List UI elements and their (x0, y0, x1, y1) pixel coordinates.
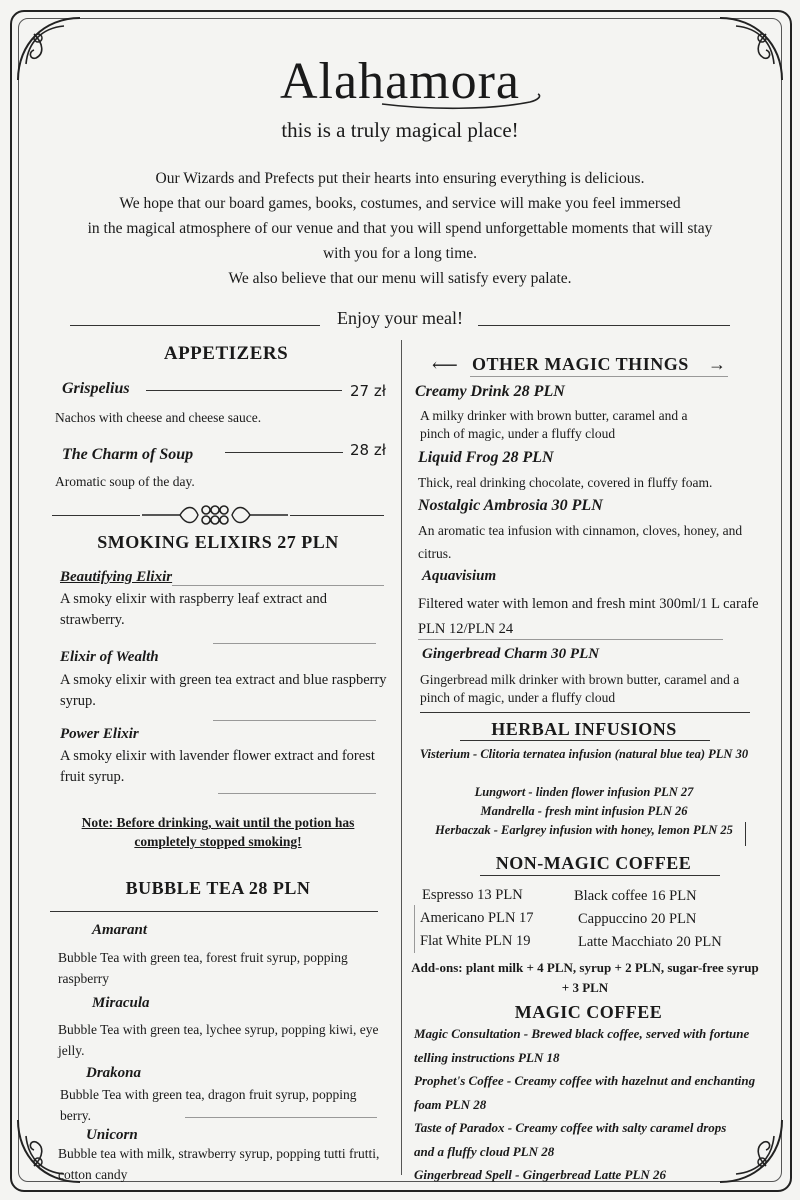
drink-desc: Thick, real drinking chocolate, covered in fluffy foam. (418, 475, 713, 490)
right-arrow-icon: → (708, 354, 726, 374)
drink-name: Gingerbread Charm 30 PLN (422, 646, 600, 662)
intro-line: in the magical atmosphere of our venue and that you will spend unforgettable moments that will stay (87, 220, 713, 237)
divider (50, 911, 378, 912)
divider (185, 1117, 377, 1118)
divider (460, 740, 710, 741)
appetizer-desc: Nachos with cheese and cheese sauce. (55, 410, 262, 425)
herbal-heading: HERBAL INFUSIONS (491, 719, 677, 739)
enjoy-text: Enjoy your meal! (337, 308, 463, 328)
bubble-tea-desc: Bubble Tea with green tea, dragon fruit syrup, popping berry. (60, 1087, 357, 1123)
divider (480, 875, 720, 876)
appetizer-price: 28 zł (350, 441, 386, 459)
other-magic-heading: OTHER MAGIC THINGS (472, 354, 689, 374)
bubble-tea-name: Drakona (86, 1065, 142, 1081)
tagline: this is a truly magical place! (281, 118, 519, 142)
bubble-tea-name: Unicorn (86, 1127, 138, 1143)
coffee-item: Black coffee 16 PLN (574, 888, 697, 904)
bubble-tea-name: Amarant (92, 922, 148, 938)
coffee-item: Americano PLN 17 (420, 910, 534, 926)
coffee-item: Flat White PLN 19 (420, 933, 531, 949)
magic-coffee-item: Prophet's Coffee - Creamy coffee with hazelnut and enchanting foam PLN 28 (414, 1073, 756, 1112)
divider (213, 643, 376, 644)
title-swash-icon (380, 92, 545, 114)
elixir-desc: A smoky elixir with lavender flower extract and forest fruit syrup. (60, 748, 375, 785)
herbal-item: Lungwort - linden flower infusion PLN 27 (474, 785, 694, 799)
magic-coffee-item: Taste of Paradox - Creamy coffee with salty caramel drops and a fluffy cloud PLN 28 (414, 1120, 727, 1159)
herbal-item: Herbaczak - Earlgrey infusion with honey, lemon PLN 25 (435, 823, 733, 837)
bubble-tea-heading: BUBBLE TEA 28 PLN (125, 878, 311, 898)
divider (420, 712, 750, 713)
elixir-desc: A smoky elixir with green tea extract and blue raspberry syrup. (60, 672, 387, 709)
intro-line: We hope that our board games, books, costumes, and service will make you feel immersed (119, 195, 681, 212)
intro-line: Our Wizards and Prefects put their hearts into ensuring everything is delicious. (155, 170, 645, 187)
elixir-name: Beautifying Elixir (60, 569, 173, 585)
coffee-item: Espresso 13 PLN (422, 887, 523, 903)
intro-line: We also believe that our menu will satisfy every palate. (228, 270, 572, 287)
appetizer-name: Grispelius (62, 380, 130, 397)
leader-line (225, 452, 343, 453)
herbal-item: Mandrella - fresh mint infusion PLN 26 (480, 804, 688, 818)
bubble-tea-desc: Bubble Tea with green tea, forest fruit syrup, popping raspberry (58, 950, 348, 986)
elixir-name: Power Elixir (60, 726, 139, 742)
drink-name: Liquid Frog 28 PLN (418, 449, 554, 466)
divider (418, 639, 723, 640)
elixir-name: Elixir of Wealth (60, 649, 159, 665)
coffee-item: Latte Macchiato 20 PLN (578, 934, 722, 950)
appetizers-heading: APPETIZERS (163, 343, 289, 364)
elixirs-heading: SMOKING ELIXIRS 27 PLN (97, 532, 339, 552)
flourish-ornament-icon (140, 503, 290, 527)
bubble-tea-desc: Bubble tea with milk, strawberry syrup, popping tutti frutti, cotton candy (58, 1146, 380, 1182)
appetizer-price: 27 zł (350, 382, 386, 400)
drink-desc: Gingerbread milk drinker with brown butter, caramel and a pinch of magic, under a fluffy cloud (420, 672, 740, 705)
elixir-note: Note: Before drinking, wait until the potion has completely stopped smoking! (81, 815, 355, 849)
magic-coffee-item: Magic Consultation - Brewed black coffee, served with fortune telling instructions PLN 18 (414, 1026, 750, 1065)
magic-coffee-heading: MAGIC COFFEE (514, 1002, 663, 1022)
non-magic-coffee-heading: NON-MAGIC COFFEE (495, 853, 692, 873)
leader-line (146, 390, 342, 391)
drink-name: Creamy Drink 28 PLN (415, 383, 565, 400)
intro-text (0, 166, 800, 291)
coffee-item: Cappuccino 20 PLN (578, 911, 697, 927)
restaurant-title: Alahamora (279, 53, 520, 110)
drink-desc: Filtered water with lemon and fresh mint 300ml/1 L carafe PLN 12/PLN 24 (418, 596, 759, 637)
drink-name: Nostalgic Ambrosia 30 PLN (418, 497, 603, 514)
bubble-tea-name: Miracula (92, 995, 150, 1011)
appetizer-desc: Aromatic soup of the day. (55, 474, 195, 489)
divider (745, 822, 746, 846)
drink-name: Aquavisium (422, 568, 497, 584)
intro-line: with you for a long time. (322, 245, 478, 262)
divider (213, 720, 376, 721)
left-arrow-icon: ⟵ (432, 355, 458, 375)
magic-coffee-item: Gingerbread Spell - Gingerbread Latte PLN 26 (414, 1167, 667, 1182)
divider (218, 793, 376, 794)
herbal-item: Visterium - Clitoria ternatea infusion (natural blue tea) PLN 30 (419, 747, 749, 761)
appetizer-name: The Charm of Soup (62, 446, 194, 463)
drink-desc: A milky drinker with brown butter, caramel and a pinch of magic, under a fluffy cloud (420, 408, 688, 441)
divider (470, 376, 728, 377)
bubble-tea-desc: Bubble Tea with green tea, lychee syrup, popping kiwi, eye jelly. (58, 1022, 379, 1058)
column-divider (401, 340, 402, 1175)
divider (478, 325, 730, 326)
divider (172, 585, 384, 586)
divider (414, 905, 415, 953)
drink-desc: An aromatic tea infusion with cinnamon, cloves, honey, and citrus. (418, 523, 743, 561)
elixir-desc: A smoky elixir with raspberry leaf extract and strawberry. (60, 591, 327, 628)
coffee-addons: Add-ons: plant milk + 4 PLN, syrup + 2 PLN, sugar-free syrup + 3 PLN (411, 960, 759, 995)
